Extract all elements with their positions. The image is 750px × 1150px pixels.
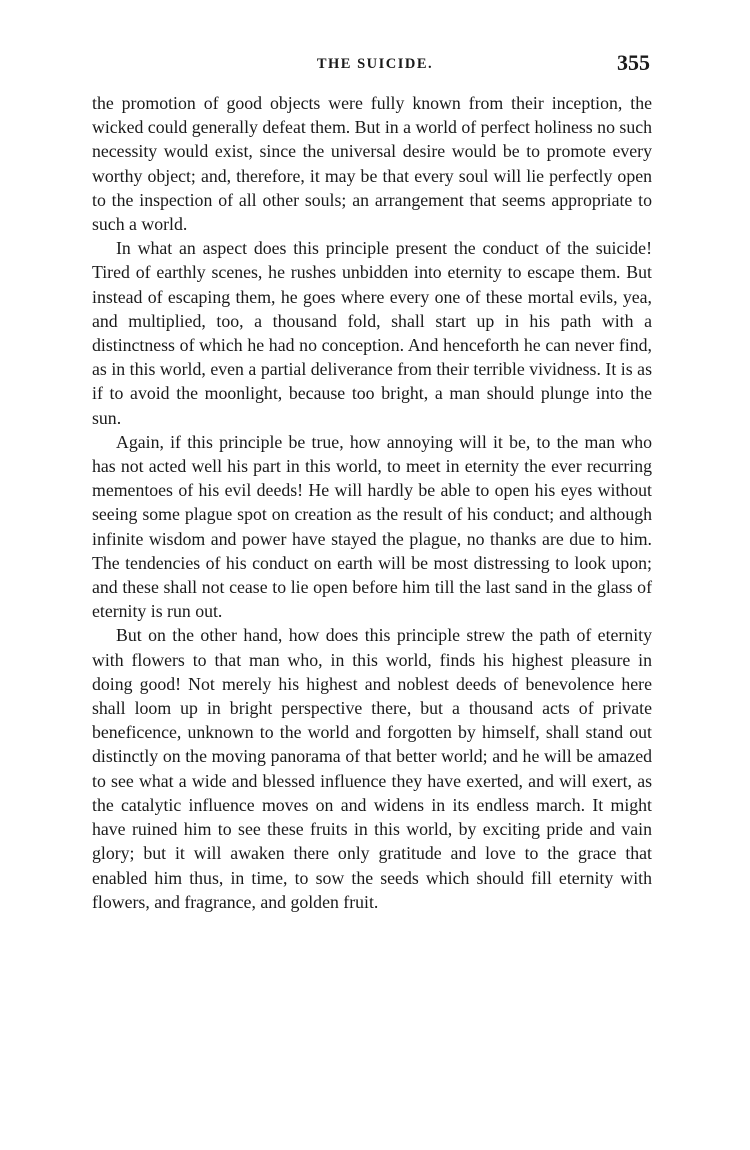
paragraph-continued: the promotion of good objects were fully known from their inception, the wicked could generally defeat them. But in a world of perfect holiness no such necessity would exist, since the universal desire would be to promote every worthy object; and, therefore, it may be that every soul will lie perfectly open to the inspection of all other souls; an arrangement that seems appropriate to such a world.: [92, 93, 652, 235]
running-title: THE SUICIDE.: [316, 56, 434, 72]
paragraph: In what an aspect does this principle present the conduct of the suicide! Tired of earthly scenes, he rushes unbidden into eternity to escape them. But instead of escaping them, he goes where every one of these mortal evils, yea, and multiplied, too, a thousand fold, shall start up in his path with a distinctness of which he had no conception. And henceforth he can never find, as in this world, even a partial deliverance from their terrible vividness. It is as if to avoid the moonlight, because too bright, a man should plunge into the sun.: [92, 238, 652, 428]
paragraph: Again, if this principle be true, how annoying will it be, to the man who has not acted well his part in this world, to meet in eternity the ever recurring mementoes of his evil deeds! He will hardly be able to open his eyes without seeing some plague spot on creation as the result of his conduct; and although infinite wisdom and power have stayed the plague, no thanks are due to him. The tendencies of his conduct on earth will be most distressing to look upon; and these shall not cease to lie open before him till the last sand in the glass of eternity is run out.: [92, 431, 652, 622]
page-number: 355: [617, 50, 650, 75]
body-text: [92, 91, 652, 914]
paragraph: But on the other hand, how does this principle strew the path of eternity with flowers to that man who, in this world, finds his highest pleasure in doing good! Not merely his highest and noblest deeds of benevolence here shall loom up in bright perspective there, but a thousand acts of private beneficence, unknown to the world and forgotten by himself, shall stand out distinctly on the moving panorama of that better world; and he will be amazed to see what a wide and blessed influence they have exerted, and will exert, as the catalytic influence moves on and widens in its endless march. It might have ruined him to see these fruits in this world, by exciting pride and vain glory; but it will awaken there only gratitude and love to the grace that enabled him thus, in time, to sow the seeds which should fill eternity with flowers, and fragrance, and golden fruit.: [92, 625, 652, 912]
running-header: [0, 50, 750, 80]
